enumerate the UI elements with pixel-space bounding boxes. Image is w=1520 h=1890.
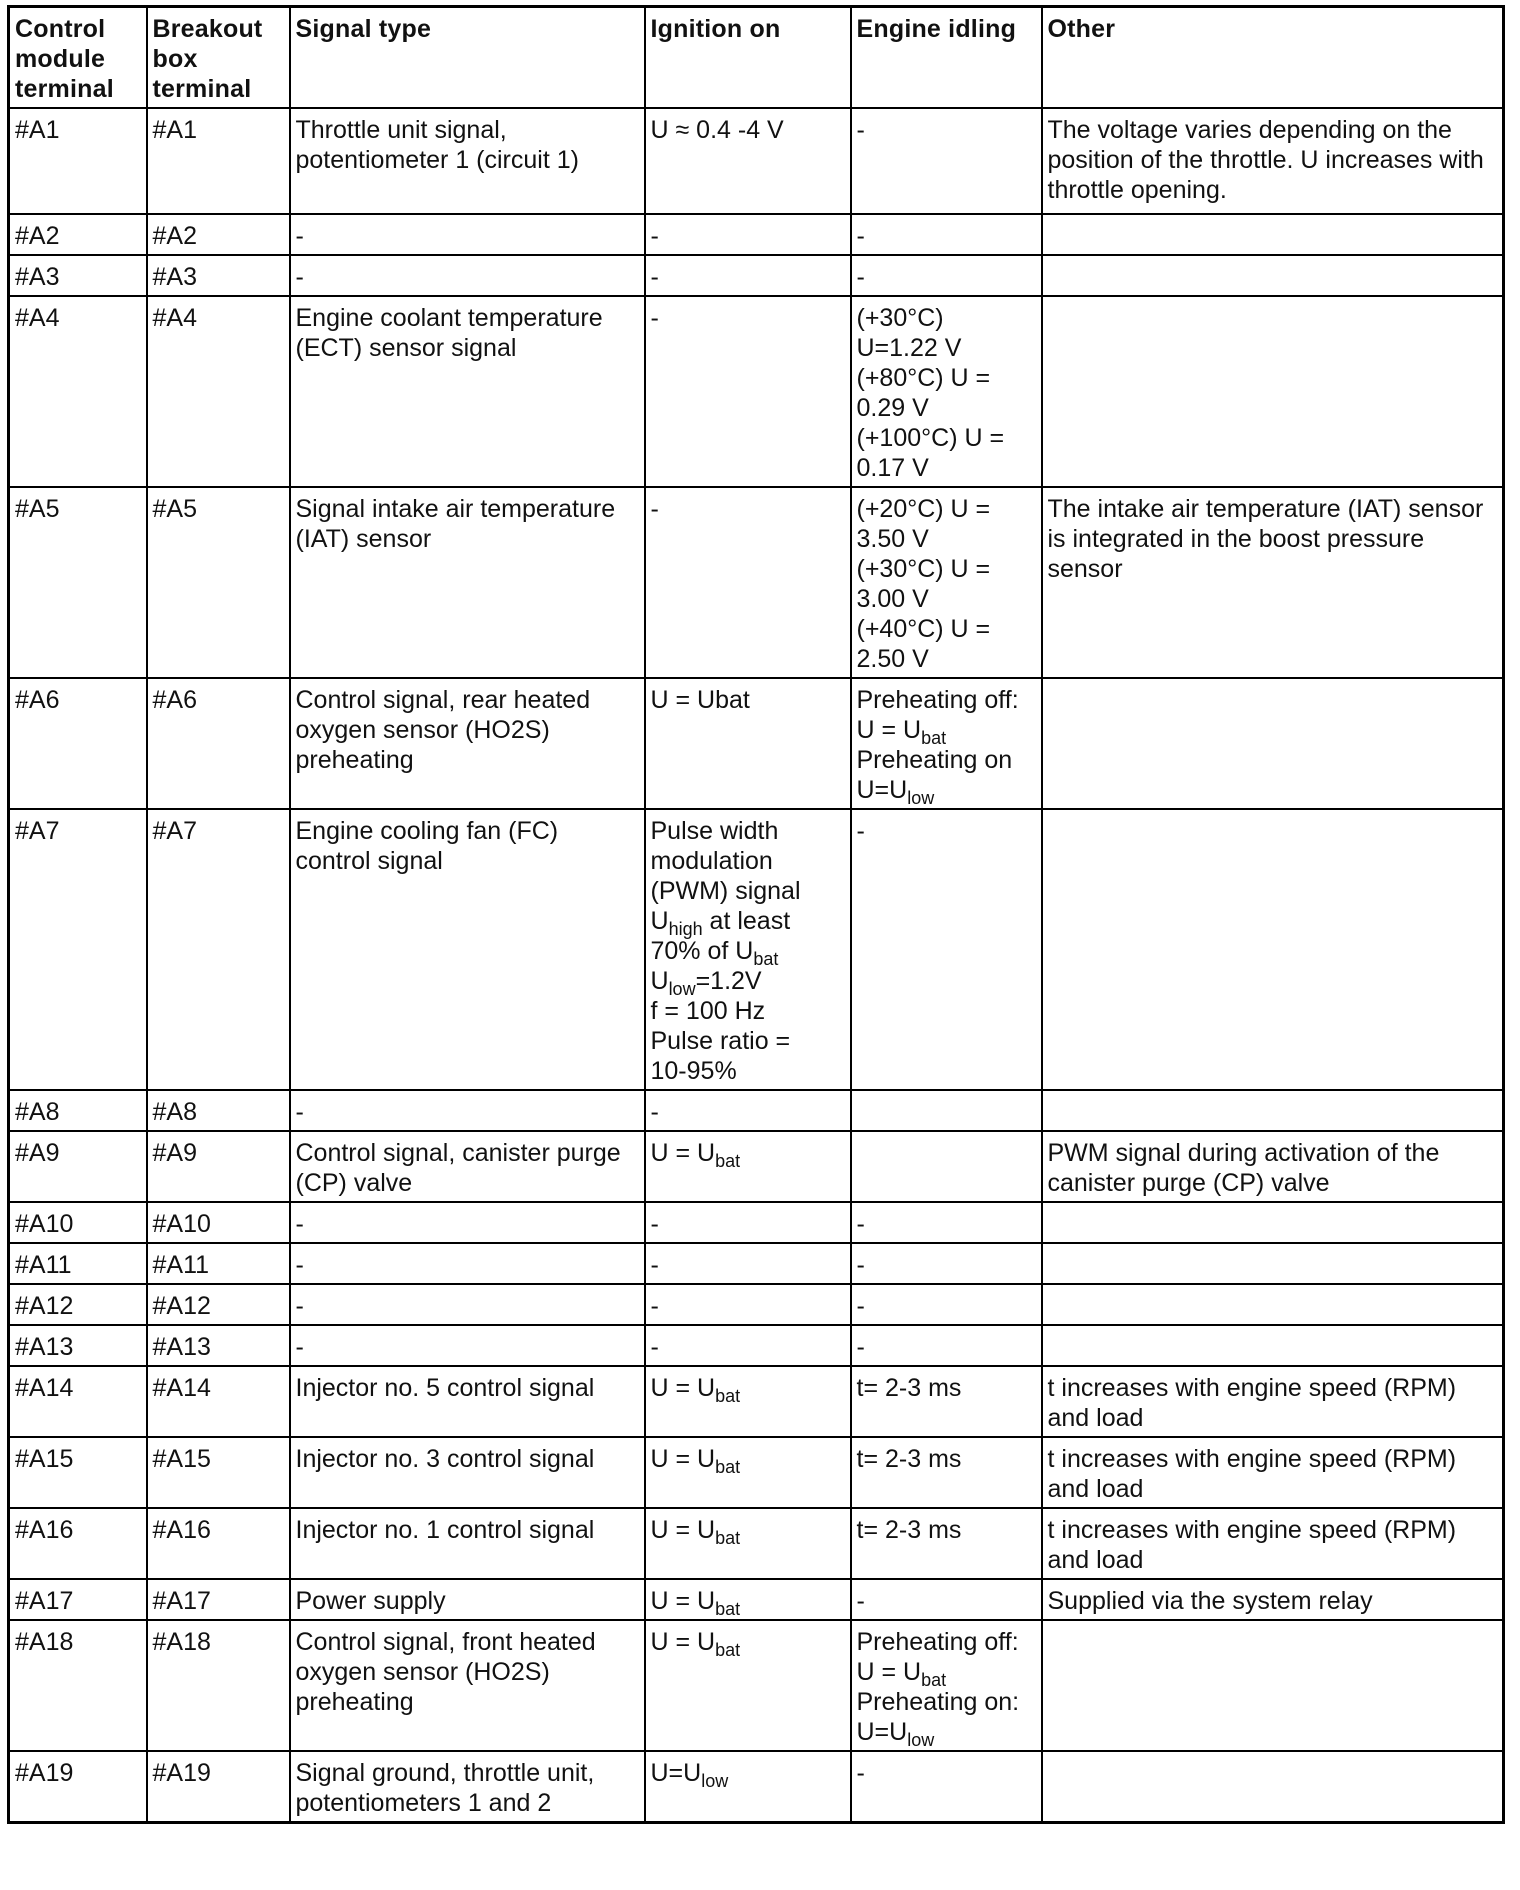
ignition-on-cell-line [651, 996, 845, 1026]
ignition-on-cell-line [650, 1758, 845, 1791]
engine-idling-cell-line [856, 775, 1036, 808]
ignition-on-cell-text: - [650, 495, 659, 523]
breakout-box-terminal-cell: #A17 [147, 1579, 290, 1620]
table-row [9, 255, 1504, 296]
other-cell [1042, 1202, 1504, 1243]
ignition-on-cell-line [650, 1444, 845, 1477]
breakout-box-terminal-cell: #A4 [147, 296, 290, 487]
breakout-box-terminal-cell: #A2 [147, 214, 290, 255]
ignition-on-cell-text: U = U [650, 1445, 716, 1473]
ignition-on-cell-text: - [650, 1251, 659, 1279]
other-cell [1042, 296, 1504, 487]
table-body [9, 108, 1504, 1823]
ignition-on-cell-text: - [650, 222, 659, 250]
table-row [9, 1202, 1504, 1243]
engine-idling-cell-line [857, 1586, 1036, 1616]
control-module-terminal-cell: #A19 [9, 1751, 147, 1823]
engine-idling-cell [851, 809, 1042, 1090]
table-row [9, 487, 1504, 678]
ignition-on-cell-text: U [650, 967, 669, 995]
ignition-on-cell [645, 1202, 851, 1243]
ignition-on-cell-text: U [650, 907, 669, 935]
table-row [9, 214, 1504, 255]
engine-idling-cell [851, 1090, 1042, 1131]
engine-idling-cell-line [856, 715, 1036, 748]
table-row [9, 1243, 1504, 1284]
ignition-on-cell-subscript: bat [715, 1599, 741, 1619]
breakout-box-terminal-cell: #A10 [147, 1202, 290, 1243]
ignition-on-cell-line [651, 1250, 845, 1280]
table-row [9, 1366, 1504, 1437]
ignition-on-cell [645, 487, 851, 678]
ignition-on-cell [645, 1620, 851, 1751]
engine-idling-cell-subscript: bat [921, 1670, 947, 1690]
ignition-on-cell-text: U=U [650, 1759, 702, 1787]
engine-idling-cell-text: (+100°C) U = [856, 424, 1005, 452]
ignition-on-cell [645, 1437, 851, 1508]
engine-idling-cell-text: Preheating on: [856, 1688, 1020, 1716]
engine-idling-cell [851, 1284, 1042, 1325]
table-row [9, 1508, 1504, 1579]
ignition-on-cell-line [650, 936, 845, 969]
engine-idling-cell [851, 1131, 1042, 1202]
engine-idling-cell-text: 0.29 V [856, 394, 929, 422]
other-cell [1042, 214, 1504, 255]
table-row [9, 1284, 1504, 1325]
engine-idling-cell-line [857, 393, 1036, 423]
engine-idling-cell-text: t= 2-3 ms [856, 1516, 962, 1544]
engine-idling-cell [851, 1325, 1042, 1366]
table-row [9, 1579, 1504, 1620]
control-module-terminal-cell: #A4 [9, 296, 147, 487]
engine-idling-cell-text: (+30°C) [856, 304, 944, 332]
ignition-on-cell-subscript: bat [715, 1528, 741, 1548]
control-module-terminal-cell: #A6 [9, 678, 147, 809]
engine-idling-cell-text: t= 2-3 ms [856, 1374, 962, 1402]
other-cell: t increases with engine speed (RPM) and load [1042, 1366, 1504, 1437]
ignition-on-cell-text: U = U [650, 1587, 716, 1615]
breakout-box-terminal-cell: #A19 [147, 1751, 290, 1823]
signal-type-cell: Injector no. 3 control signal [290, 1437, 645, 1508]
engine-idling-cell-line [857, 494, 1036, 524]
engine-idling-cell-line [857, 1758, 1036, 1788]
control-module-terminal-cell: #A18 [9, 1620, 147, 1751]
engine-idling-cell-line [857, 423, 1036, 453]
table-row [9, 809, 1504, 1090]
table-row [9, 296, 1504, 487]
signal-type-cell: Engine cooling fan (FC) control signal [290, 809, 645, 1090]
engine-idling-cell-line [857, 614, 1036, 644]
engine-idling-cell-text: (+40°C) U = [856, 615, 991, 643]
engine-idling-cell [851, 1202, 1042, 1243]
engine-idling-cell-line [857, 221, 1036, 251]
ignition-on-cell-line [650, 1373, 845, 1406]
table-row [9, 1751, 1504, 1823]
ignition-on-cell [645, 1508, 851, 1579]
ignition-on-cell-text: - [650, 1333, 659, 1361]
ignition-on-cell-text: U = U [650, 1374, 716, 1402]
signal-type-cell: Injector no. 5 control signal [290, 1366, 645, 1437]
engine-idling-cell-line [857, 745, 1036, 775]
other-cell [1042, 1284, 1504, 1325]
engine-idling-cell-text: 3.50 V [856, 525, 929, 553]
engine-idling-cell-text: U=1.22 V [856, 334, 962, 362]
breakout-box-terminal-cell: #A8 [147, 1090, 290, 1131]
engine-idling-cell-text: - [856, 1587, 865, 1615]
ignition-on-cell-text: - [650, 263, 659, 291]
engine-idling-cell-line [857, 333, 1036, 363]
other-cell: The intake air temperature (IAT) sensor is integrated in the boost pressure sensor [1042, 487, 1504, 678]
signal-type-cell: Control signal, rear heated oxygen sensor (HO2S) preheating [290, 678, 645, 809]
ignition-on-cell [645, 1751, 851, 1823]
signal-type-cell: - [290, 1243, 645, 1284]
engine-idling-cell [851, 678, 1042, 809]
engine-idling-cell-text: t= 2-3 ms [856, 1445, 962, 1473]
engine-idling-cell [851, 1243, 1042, 1284]
ignition-on-cell-text: Pulse width [650, 817, 779, 845]
engine-idling-cell-line [856, 1717, 1036, 1750]
engine-idling-cell-text: Preheating off: [856, 686, 1019, 714]
engine-idling-cell-text: U=U [856, 776, 908, 804]
control-module-terminal-cell: #A8 [9, 1090, 147, 1131]
ignition-on-cell-line [651, 685, 845, 715]
table-row [9, 1090, 1504, 1131]
engine-idling-cell-line [857, 1373, 1036, 1403]
control-module-terminal-cell: #A16 [9, 1508, 147, 1579]
terminal-table-sheet [7, 5, 1502, 1824]
breakout-box-terminal-cell: #A3 [147, 255, 290, 296]
other-cell [1042, 1620, 1504, 1751]
engine-idling-cell-text: - [856, 1210, 865, 1238]
ignition-on-cell-line [650, 1515, 845, 1548]
ignition-on-cell-line [651, 1332, 845, 1362]
control-module-terminal-cell: #A1 [9, 108, 147, 214]
ignition-on-cell [645, 1243, 851, 1284]
header-ignition-on: Ignition on [645, 7, 851, 109]
table-row [9, 1325, 1504, 1366]
ignition-on-cell-text: Pulse ratio = [650, 1027, 791, 1055]
ignition-on-cell-text: U = U [650, 1516, 716, 1544]
engine-idling-cell-subscript: low [907, 1730, 935, 1750]
signal-type-cell: - [290, 214, 645, 255]
engine-idling-cell-text: U = U [856, 716, 922, 744]
engine-idling-cell-text: Preheating off: [856, 1628, 1019, 1656]
ignition-on-cell [645, 1284, 851, 1325]
ignition-on-cell-text: modulation [650, 847, 773, 875]
engine-idling-cell [851, 214, 1042, 255]
engine-idling-cell [851, 1437, 1042, 1508]
breakout-box-terminal-cell: #A13 [147, 1325, 290, 1366]
other-cell: The voltage varies depending on the position of the throttle. U increases with throttle opening. [1042, 108, 1504, 214]
engine-idling-cell [851, 1579, 1042, 1620]
engine-idling-cell-line [857, 554, 1036, 584]
ignition-on-cell-line [651, 303, 845, 333]
engine-idling-cell-line [857, 1515, 1036, 1545]
table-row [9, 1131, 1504, 1202]
engine-idling-cell-text: (+20°C) U = [856, 495, 991, 523]
ignition-on-cell [645, 1131, 851, 1202]
ignition-on-cell-text: - [650, 1210, 659, 1238]
breakout-box-terminal-cell: #A11 [147, 1243, 290, 1284]
ignition-on-cell-text: f = 100 Hz [650, 997, 766, 1025]
ignition-on-cell-text: U ≈ 0.4 -4 V [650, 116, 784, 144]
engine-idling-cell [851, 487, 1042, 678]
breakout-box-terminal-cell: #A16 [147, 1508, 290, 1579]
other-cell [1042, 255, 1504, 296]
engine-idling-cell-text: (+80°C) U = [856, 364, 991, 392]
engine-idling-cell-line [857, 1209, 1036, 1239]
ignition-on-cell-line [651, 115, 845, 145]
ignition-on-cell-subscript: bat [715, 1386, 741, 1406]
other-cell: t increases with engine speed (RPM) and load [1042, 1508, 1504, 1579]
engine-idling-cell-line [857, 1627, 1036, 1657]
engine-idling-cell-text: U=U [856, 1718, 908, 1746]
ignition-on-cell-text: U = U [650, 1139, 716, 1167]
ignition-on-cell-text: 70% of U [650, 937, 754, 965]
engine-idling-cell [851, 296, 1042, 487]
ignition-on-cell-line [650, 1586, 845, 1619]
engine-idling-cell-line [857, 453, 1036, 483]
ignition-on-cell-text: - [650, 304, 659, 332]
engine-idling-cell-line [857, 1687, 1036, 1717]
control-module-terminal-cell: #A2 [9, 214, 147, 255]
breakout-box-terminal-cell: #A14 [147, 1366, 290, 1437]
signal-type-cell: Power supply [290, 1579, 645, 1620]
ignition-on-cell-subscript: high [668, 919, 703, 939]
signal-type-cell: Throttle unit signal, potentiometer 1 (circuit 1) [290, 108, 645, 214]
engine-idling-cell-subscript: low [907, 788, 935, 808]
ignition-on-cell-subscript: bat [715, 1640, 741, 1660]
breakout-box-terminal-cell: #A12 [147, 1284, 290, 1325]
ignition-on-cell-subscript: bat [753, 949, 779, 969]
control-module-terminal-cell: #A10 [9, 1202, 147, 1243]
ignition-on-cell-subscript: low [668, 979, 696, 999]
ignition-on-cell-line [650, 1138, 845, 1171]
ignition-on-cell-line [651, 1291, 845, 1321]
ignition-on-cell [645, 1090, 851, 1131]
breakout-box-terminal-cell: #A18 [147, 1620, 290, 1751]
ignition-on-cell-line [651, 846, 845, 876]
engine-idling-cell-text: (+30°C) U = [856, 555, 991, 583]
breakout-box-terminal-cell: #A5 [147, 487, 290, 678]
engine-idling-cell-text: U = U [856, 1658, 922, 1686]
ignition-on-cell-text: U = U [650, 1628, 716, 1656]
ignition-on-cell-text: 10-95% [650, 1057, 737, 1085]
signal-type-cell: Control signal, canister purge (CP) valve [290, 1131, 645, 1202]
other-cell: Supplied via the system relay [1042, 1579, 1504, 1620]
engine-idling-cell-line [857, 1250, 1036, 1280]
engine-idling-cell-line [857, 363, 1036, 393]
table-row [9, 108, 1504, 214]
engine-idling-cell-text: 3.00 V [856, 585, 929, 613]
ignition-on-cell-text: - [650, 1292, 659, 1320]
breakout-box-terminal-cell: #A9 [147, 1131, 290, 1202]
engine-idling-cell-text: - [856, 263, 865, 291]
ignition-on-cell [645, 1366, 851, 1437]
engine-idling-cell-text: 2.50 V [856, 645, 929, 673]
signal-type-cell: Signal intake air temperature (IAT) sensor [290, 487, 645, 678]
engine-idling-cell-line [857, 1291, 1036, 1321]
signal-type-cell: Injector no. 1 control signal [290, 1508, 645, 1579]
control-module-terminal-cell: #A17 [9, 1579, 147, 1620]
header-signal-type: Signal type [290, 7, 645, 109]
breakout-box-terminal-cell: #A7 [147, 809, 290, 1090]
control-module-terminal-cell: #A14 [9, 1366, 147, 1437]
table-row [9, 1437, 1504, 1508]
control-module-terminal-cell: #A3 [9, 255, 147, 296]
control-module-terminal-cell: #A13 [9, 1325, 147, 1366]
ignition-on-cell-suffix: at least [702, 907, 791, 935]
control-module-terminal-cell: #A7 [9, 809, 147, 1090]
engine-idling-cell-subscript: bat [921, 728, 947, 748]
header-engine-idling: Engine idling [851, 7, 1042, 109]
control-module-terminal-cell: #A11 [9, 1243, 147, 1284]
engine-idling-cell-line [857, 685, 1036, 715]
ignition-on-cell-suffix: =1.2V [695, 967, 762, 995]
engine-idling-cell-line [857, 1332, 1036, 1362]
signal-type-cell: - [290, 1284, 645, 1325]
control-module-terminal-cell: #A15 [9, 1437, 147, 1508]
engine-idling-cell [851, 108, 1042, 214]
other-cell [1042, 1751, 1504, 1823]
ignition-on-cell-text: U = Ubat [650, 686, 750, 714]
engine-idling-cell-line [857, 262, 1036, 292]
engine-idling-cell [851, 1508, 1042, 1579]
ignition-on-cell [645, 1325, 851, 1366]
engine-idling-cell-line [856, 1657, 1036, 1690]
ignition-on-cell [645, 214, 851, 255]
ignition-on-cell [645, 678, 851, 809]
engine-idling-cell [851, 255, 1042, 296]
header-other: Other [1042, 7, 1504, 109]
other-cell [1042, 678, 1504, 809]
ignition-on-cell-line [651, 816, 845, 846]
engine-idling-cell-text: 0.17 V [856, 454, 929, 482]
ignition-on-cell-text: - [650, 1098, 659, 1126]
engine-idling-cell-line [857, 1444, 1036, 1474]
breakout-box-terminal-cell: #A15 [147, 1437, 290, 1508]
signal-type-cell: Engine coolant temperature (ECT) sensor signal [290, 296, 645, 487]
ignition-on-cell-line [650, 1627, 845, 1660]
ignition-on-cell [645, 809, 851, 1090]
ignition-on-cell-line [650, 906, 845, 939]
other-cell: PWM signal during activation of the canister purge (CP) valve [1042, 1131, 1504, 1202]
ignition-on-cell-subscript: bat [715, 1151, 741, 1171]
engine-idling-cell-text: - [856, 1251, 865, 1279]
engine-idling-cell [851, 1751, 1042, 1823]
signal-type-cell: - [290, 255, 645, 296]
ignition-on-cell [645, 1579, 851, 1620]
ignition-on-cell-subscript: low [701, 1771, 729, 1791]
signal-type-cell: Control signal, front heated oxygen sensor (HO2S) preheating [290, 1620, 645, 1751]
header-row [9, 7, 1504, 109]
ignition-on-cell-line [651, 876, 845, 906]
other-cell [1042, 1090, 1504, 1131]
other-cell [1042, 809, 1504, 1090]
signal-type-cell: - [290, 1202, 645, 1243]
signal-type-cell: - [290, 1090, 645, 1131]
engine-idling-cell-text: - [856, 817, 865, 845]
table-row [9, 1620, 1504, 1751]
engine-idling-cell-line [857, 115, 1036, 145]
engine-idling-cell-text: - [856, 1292, 865, 1320]
engine-idling-cell-text: Preheating on [856, 746, 1013, 774]
engine-idling-cell [851, 1620, 1042, 1751]
ignition-on-cell-subscript: bat [715, 1457, 741, 1477]
table-row [9, 678, 1504, 809]
control-module-terminal-cell: #A12 [9, 1284, 147, 1325]
breakout-box-terminal-cell: #A1 [147, 108, 290, 214]
terminal-signal-table [7, 5, 1505, 1824]
ignition-on-cell-line [651, 1097, 845, 1127]
signal-type-cell: - [290, 1325, 645, 1366]
ignition-on-cell-line [651, 494, 845, 524]
engine-idling-cell-line [857, 816, 1036, 846]
ignition-on-cell-line [650, 966, 845, 999]
ignition-on-cell [645, 108, 851, 214]
engine-idling-cell-text: - [856, 1333, 865, 1361]
ignition-on-cell [645, 255, 851, 296]
breakout-box-terminal-cell: #A6 [147, 678, 290, 809]
ignition-on-cell-line [651, 1209, 845, 1239]
engine-idling-cell [851, 1366, 1042, 1437]
control-module-terminal-cell: #A9 [9, 1131, 147, 1202]
header-control-module-terminal: Control module terminal [9, 7, 147, 109]
engine-idling-cell-line [857, 303, 1036, 333]
ignition-on-cell-line [651, 1056, 845, 1086]
engine-idling-cell-text: - [856, 222, 865, 250]
ignition-on-cell [645, 296, 851, 487]
other-cell: t increases with engine speed (RPM) and load [1042, 1437, 1504, 1508]
engine-idling-cell-line [857, 644, 1036, 674]
engine-idling-cell-text: - [856, 116, 865, 144]
ignition-on-cell-line [651, 262, 845, 292]
ignition-on-cell-line [651, 221, 845, 251]
engine-idling-cell-line [857, 584, 1036, 614]
ignition-on-cell-text: (PWM) signal [650, 877, 801, 905]
other-cell [1042, 1325, 1504, 1366]
engine-idling-cell-line [857, 524, 1036, 554]
signal-type-cell: Signal ground, throttle unit, potentiometers 1 and 2 [290, 1751, 645, 1823]
ignition-on-cell-line [651, 1026, 845, 1056]
header-breakout-box-terminal: Breakout box terminal [147, 7, 290, 109]
control-module-terminal-cell: #A5 [9, 487, 147, 678]
engine-idling-cell-text: - [856, 1759, 865, 1787]
other-cell [1042, 1243, 1504, 1284]
